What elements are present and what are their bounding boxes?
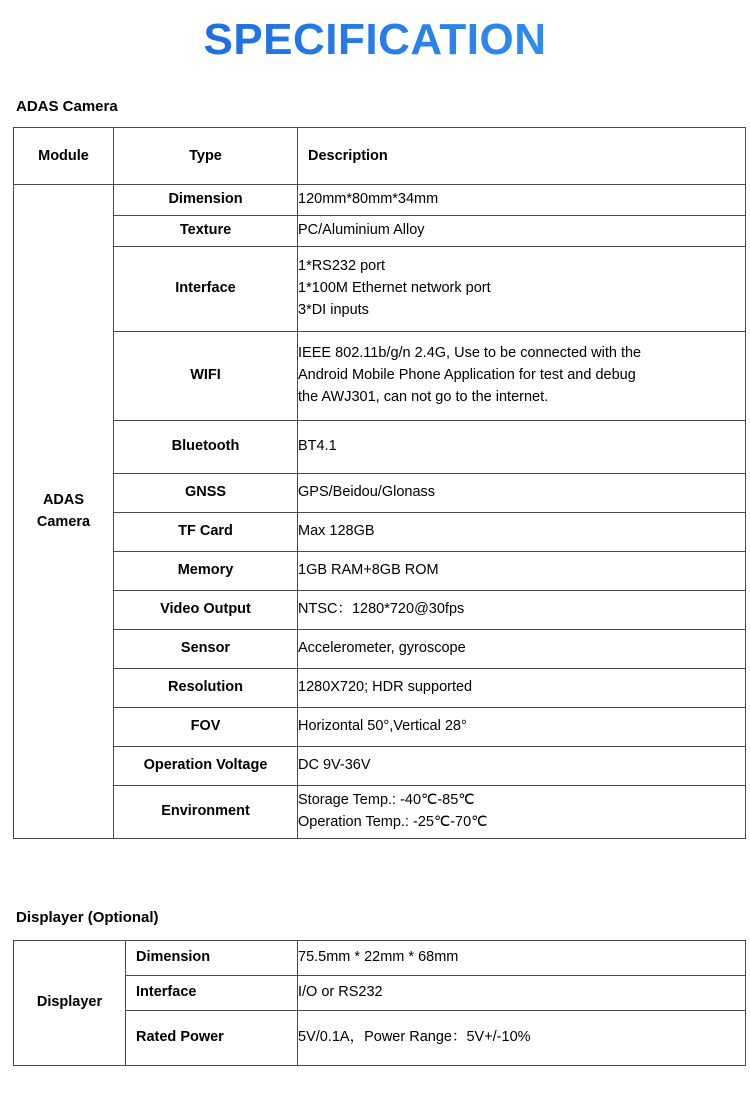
description-cell-displayer-rated-power [298, 1010, 746, 1065]
column-header-type: Type [114, 128, 298, 185]
column-header-description: Description [298, 128, 746, 185]
description-cell-texture [298, 216, 746, 247]
description-line: 3*DI inputs [298, 301, 369, 318]
table-row [14, 420, 746, 473]
type-cell-tf-card: TF Card [114, 512, 298, 551]
description-line: BT4.1 [298, 438, 337, 455]
adas-camera-section-heading: ADAS Camera [16, 98, 118, 116]
type-cell-interface: Interface [114, 246, 298, 331]
description-line: 5V/0.1A，Power Range：5V+/-10% [298, 1029, 531, 1046]
table-row [14, 707, 746, 746]
description-cell-sensor [298, 629, 746, 668]
description-cell-environment [298, 785, 746, 838]
description-line: NTSC：1280*720@30fps [298, 601, 465, 618]
type-cell-displayer-interface: Interface [126, 975, 298, 1010]
description-line: the AWJ301, can not go to the internet. [298, 388, 549, 405]
description-line: 1*100M Ethernet network port [298, 280, 491, 297]
type-cell-displayer-rated-power: Rated Power [126, 1010, 298, 1065]
description-line: Operation Temp.: -25℃-70℃ [298, 813, 488, 830]
type-cell-gnss: GNSS [114, 473, 298, 512]
table-row [14, 785, 746, 838]
type-cell-environment: Environment [114, 785, 298, 838]
type-cell-wifi: WIFI [114, 331, 298, 420]
description-cell-resolution [298, 668, 746, 707]
description-line: 1GB RAM+8GB ROM [298, 562, 439, 579]
type-cell-texture: Texture [114, 216, 298, 247]
displayer-section-heading: Displayer (Optional) [16, 908, 159, 926]
description-cell-interface [298, 246, 746, 331]
description-line: 120mm*80mm*34mm [298, 191, 439, 208]
table-row [14, 940, 746, 975]
description-cell-displayer-interface [298, 975, 746, 1010]
adas-camera-table-wrapper [0, 127, 750, 839]
description-cell-gnss [298, 473, 746, 512]
table-row [14, 216, 746, 247]
table-row [14, 512, 746, 551]
description-line: Horizontal 50°,Vertical 28° [298, 718, 467, 735]
description-cell-dimension [298, 185, 746, 216]
description-cell-displayer-dimension [298, 940, 746, 975]
description-cell-memory [298, 551, 746, 590]
description-line: Android Mobile Phone Application for test and debug [298, 367, 636, 384]
description-line: 75.5mm * 22mm * 68mm [298, 949, 459, 966]
type-cell-sensor: Sensor [114, 629, 298, 668]
description-line: Accelerometer, gyroscope [298, 640, 466, 657]
description-line: 1*RS232 port [298, 258, 386, 275]
description-line: Storage Temp.: -40℃-85℃ [298, 792, 475, 809]
column-header-module: Module [14, 128, 114, 185]
description-cell-operation-voltage [298, 746, 746, 785]
table-row [14, 551, 746, 590]
description-cell-wifi [298, 331, 746, 420]
type-cell-operation-voltage: Operation Voltage [114, 746, 298, 785]
description-line: I/O or RS232 [298, 984, 383, 1001]
table-row [14, 185, 746, 216]
section-spacer [0, 839, 750, 909]
type-cell-memory: Memory [114, 551, 298, 590]
description-line: DC 9V-36V [298, 757, 371, 774]
description-cell-fov [298, 707, 746, 746]
description-cell-video-output [298, 590, 746, 629]
description-line: GPS/Beidou/Glonass [298, 484, 436, 501]
displayer-table-wrapper [0, 940, 750, 1066]
description-line: PC/Aluminium Alloy [298, 222, 425, 239]
module-label-line-1: ADAS [42, 491, 85, 508]
description-line: Max 128GB [298, 523, 375, 540]
page-title: SPECIFICATION [0, 0, 750, 64]
type-cell-video-output: Video Output [114, 590, 298, 629]
description-cell-bluetooth [298, 420, 746, 473]
table-header-row [14, 128, 746, 185]
description-cell-tf-card [298, 512, 746, 551]
table-row [14, 590, 746, 629]
table-row [14, 246, 746, 331]
type-cell-dimension: Dimension [114, 185, 298, 216]
table-row [14, 629, 746, 668]
table-row [14, 473, 746, 512]
table-row [14, 746, 746, 785]
type-cell-bluetooth: Bluetooth [114, 420, 298, 473]
type-cell-resolution: Resolution [114, 668, 298, 707]
module-label-line-2: Camera [36, 513, 91, 530]
module-cell-adas-camera [14, 185, 114, 839]
table-row [14, 668, 746, 707]
module-cell-displayer: Displayer [14, 940, 126, 1065]
type-cell-displayer-dimension: Dimension [126, 940, 298, 975]
description-line: IEEE 802.11b/g/n 2.4G, Use to be connected with the [298, 345, 642, 362]
displayer-spec-table [13, 940, 746, 1066]
table-row [14, 331, 746, 420]
type-cell-fov: FOV [114, 707, 298, 746]
adas-camera-spec-table [13, 127, 746, 839]
description-line: 1280X720; HDR supported [298, 679, 473, 696]
